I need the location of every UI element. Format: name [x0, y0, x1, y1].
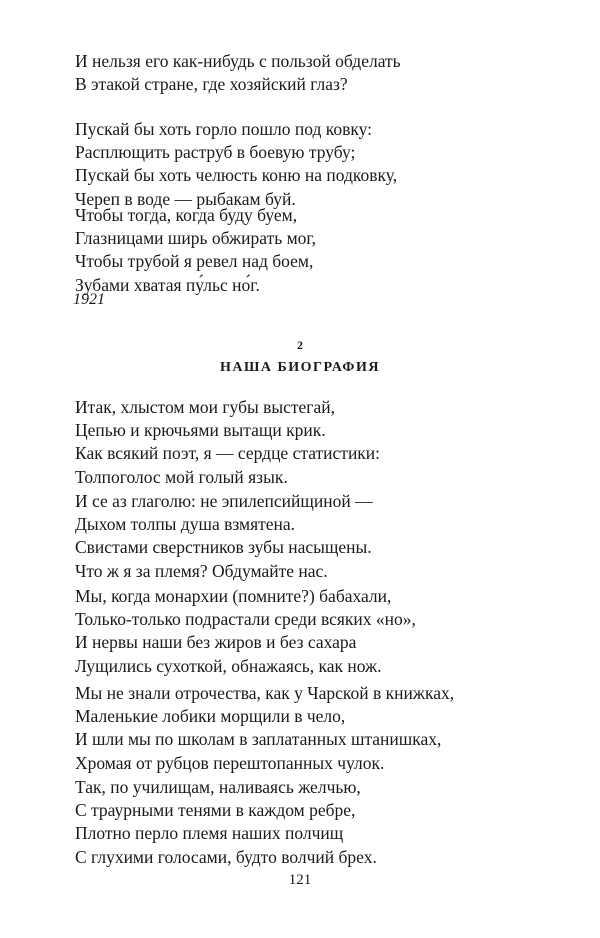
verse-line: И се аз глаголю: не эпилепсийщиной — — [75, 491, 373, 511]
poem2-stanza-3 — [75, 585, 545, 678]
poem1-stanza-1 — [75, 50, 545, 96]
verse-line: Зубами хватая пу́льс но́г. — [75, 274, 260, 295]
verse-line: Лущились сухоткой, обнажаясь, как нож. — [75, 655, 382, 676]
verse-line: С траурными тенями в каждом ребре, — [75, 800, 356, 821]
verse-line: Расплющить раструб в боевую трубу; — [75, 142, 356, 163]
verse-line: Чтобы тогда, когда буду буем, — [75, 205, 298, 225]
verse-line: Глазницами ширь обжирать мог, — [75, 228, 316, 249]
verse-line: Цепью и крючьями вытащи крик. — [75, 420, 326, 441]
verse-line: Мы не знали отрочества, как у Чарской в книжках, — [75, 683, 455, 703]
verse-line: Пускай бы хоть челюсть коню на подковку, — [75, 165, 398, 186]
verse-line: Так, по училищам, наливаясь желчью, — [75, 777, 361, 797]
poem1-stanza-2 — [75, 118, 545, 211]
verse-line: И нервы наши без жиров и без сахара — [75, 632, 357, 653]
poem-number: 2 — [297, 338, 303, 352]
verse-line: И нельзя его как-нибудь с пользой обделать — [75, 51, 401, 71]
verse-line: Как всякий поэт, я — сердце статистики: — [75, 443, 381, 464]
poem2-stanza-5 — [75, 776, 545, 869]
verse-line: Хромая от рубцов перештопанных чулок. — [75, 752, 385, 773]
verse-line: В этакой стране, где хозяйский глаз? — [75, 74, 348, 95]
poem1-stanza-3 — [75, 204, 545, 297]
verse-line: Плотно перло племя наших полчищ — [75, 823, 344, 844]
verse-line: С глухими голосами, будто волчий брех. — [75, 846, 377, 867]
verse-line: Пускай бы хоть горло пошло под ковку: — [75, 119, 373, 139]
verse-line: Толпоголос мой голый язык. — [75, 466, 288, 487]
poem2-stanza-2 — [75, 490, 545, 583]
poem-title: НАША БИОГРАФИЯ — [220, 360, 380, 375]
verse-line: Маленькие лобики морщили в чело, — [75, 706, 346, 727]
verse-line: Только-только подрастали среди всяких «но», — [75, 609, 416, 630]
verse-line: Что ж я за племя? Обдумайте нас. — [75, 560, 328, 581]
poem-date: 1921 — [73, 291, 105, 308]
verse-line: Мы, когда монархии (помните?) бабахали, — [75, 586, 392, 606]
poem2-stanza-4 — [75, 682, 545, 775]
poem2-stanza-1 — [75, 396, 545, 489]
verse-line: Дыхом толпы душа взмятена. — [75, 514, 296, 535]
verse-line: Свистами сверстников зубы насыщены. — [75, 537, 372, 558]
verse-line: Итак, хлыстом мои губы выстегай, — [75, 397, 335, 417]
verse-line: И шли мы по школам в заплатанных штанишках, — [75, 729, 442, 750]
verse-line: Череп в воде — рыбакам буй. — [75, 188, 296, 209]
page-number: 121 — [288, 872, 312, 888]
verse-line: Чтобы трубой я ревел над боем, — [75, 251, 314, 272]
